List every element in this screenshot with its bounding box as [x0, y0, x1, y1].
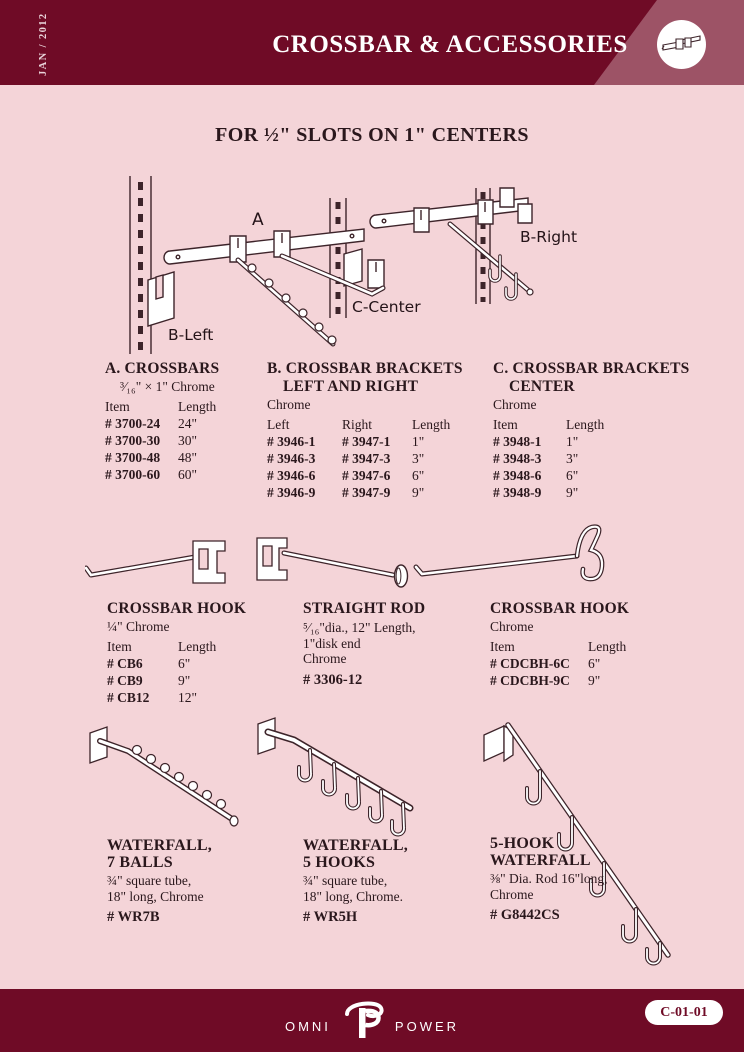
product-desc: ¾" square tube,	[107, 873, 192, 888]
item-number: # 3948-3	[493, 451, 542, 466]
item-length: 3"	[412, 451, 425, 466]
item-number: # 3946-9	[267, 485, 316, 500]
item-number: # 3947-3	[342, 451, 391, 466]
item-length: 60"	[178, 467, 198, 482]
diagram-label-b-left: B-Left	[168, 326, 214, 344]
section-waterfall-5-hooks	[303, 838, 483, 926]
diagram-label-c-center: C-Center	[352, 298, 421, 316]
table-row	[267, 467, 497, 484]
col-header-length: Length	[588, 639, 627, 654]
product-desc: ⅜" Dia. Rod 16"long,	[490, 871, 608, 886]
item-number: # CDCBH-6C	[490, 656, 570, 671]
item-number: # 3700-48	[105, 450, 161, 465]
item-number: # 3948-9	[493, 485, 542, 500]
section-brackets-center	[493, 360, 713, 501]
section-title: WATERFALL,	[303, 837, 408, 854]
omni-power-p-icon	[339, 999, 387, 1041]
col-header-right: Right	[342, 417, 373, 432]
diagram-label-a: A	[252, 210, 264, 230]
item-length: 3"	[566, 451, 579, 466]
item-length: 9"	[588, 673, 601, 688]
item-length: 30"	[178, 433, 198, 448]
product-desc: 18" long, Chrome	[107, 888, 204, 904]
item-length: 48"	[178, 450, 198, 465]
item-number: # CB9	[107, 673, 143, 688]
section-spec: ³⁄₁₆" × 1" Chrome	[120, 379, 215, 394]
item-number: # 3948-1	[493, 434, 542, 449]
cdcb-hook-table	[490, 638, 690, 689]
col-header-item: Item	[490, 639, 515, 654]
item-number: # CB6	[107, 656, 143, 671]
section-finish: Chrome	[267, 397, 311, 412]
masthead	[0, 0, 744, 85]
section-brackets-left-right	[267, 360, 497, 501]
col-header-length: Length	[178, 399, 217, 414]
item-number: # 3306-12	[303, 671, 363, 688]
section-5-hook-waterfall	[490, 836, 680, 924]
col-header-item: Item	[107, 639, 132, 654]
item-number: # G8442CS	[490, 907, 560, 923]
diagram-label-b-right: B-Right	[520, 228, 578, 246]
item-number: # 3946-3	[267, 451, 316, 466]
product-desc: 1"disk end	[303, 635, 361, 651]
straight-rod-art	[250, 535, 425, 600]
item-length: 6"	[566, 468, 579, 483]
product-desc: Chrome	[303, 651, 347, 666]
section-title-line2: WATERFALL	[490, 851, 591, 869]
item-number: # WR5H	[303, 909, 358, 925]
item-length: 12"	[178, 690, 198, 705]
crossbar-icon	[661, 33, 702, 55]
page-title: CROSSBAR & ACCESSORIES	[272, 31, 628, 58]
section-title: B. CROSSBAR BRACKETS	[267, 360, 463, 377]
item-number: # WR7B	[107, 909, 160, 925]
item-length: 9"	[412, 485, 425, 500]
page-code-badge: C-01-01	[645, 1000, 723, 1025]
product-desc: ⁵⁄₁₆"dia., 12" Length,	[303, 620, 416, 635]
item-number: # 3700-24	[105, 416, 161, 431]
section-title: STRAIGHT ROD	[303, 600, 426, 617]
table-row	[107, 689, 277, 706]
table-row	[267, 433, 497, 450]
table-row	[107, 672, 277, 689]
product-desc: Chrome	[490, 886, 534, 902]
section-subtitle: FOR ½" SLOTS ON 1" CENTERS	[215, 124, 529, 146]
table-row	[490, 672, 690, 689]
section-title: CROSSBAR HOOK	[107, 600, 247, 617]
table-row	[105, 415, 275, 432]
section-title: 5-HOOK	[490, 835, 555, 852]
section-title: WATERFALL,	[107, 837, 212, 854]
section-cdcb-hook	[490, 600, 690, 689]
crossbars-table	[105, 398, 275, 483]
brand-logo	[0, 995, 744, 1041]
table-header-row	[107, 638, 277, 655]
section-title: CROSSBAR HOOK	[490, 600, 630, 617]
col-header-length: Length	[412, 417, 451, 432]
table-row	[107, 655, 277, 672]
table-row	[493, 450, 713, 467]
table-header-row	[267, 416, 497, 433]
section-crossbars	[105, 360, 275, 483]
item-length: 6"	[588, 656, 601, 671]
section-title-line2: LEFT AND RIGHT	[283, 378, 419, 395]
item-number: # 3947-9	[342, 485, 391, 500]
section-title-line2: 7 BALLS	[107, 853, 173, 871]
brackets-lr-table	[267, 416, 497, 501]
col-header-length: Length	[566, 417, 605, 432]
section-straight-rod	[303, 600, 478, 689]
table-row	[105, 466, 275, 483]
item-length: 1"	[412, 434, 425, 449]
item-number: # 3948-6	[493, 468, 542, 483]
brand-omni: OMNI	[284, 1019, 331, 1034]
brand-power: POWER	[394, 1019, 460, 1034]
table-row	[493, 467, 713, 484]
crossbar-hook-chrome-art	[413, 523, 625, 600]
item-number: # CDCBH-9C	[490, 673, 570, 688]
section-title: A. CROSSBARS	[105, 360, 220, 377]
table-row	[105, 449, 275, 466]
table-row	[493, 433, 713, 450]
section-finish: Chrome	[493, 397, 537, 412]
brackets-center-table	[493, 416, 713, 501]
table-row	[105, 432, 275, 449]
item-number: # 3946-6	[267, 468, 316, 483]
section-finish: ¼" Chrome	[107, 619, 170, 634]
section-title: C. CROSSBAR BRACKETS	[493, 360, 690, 377]
product-desc: 18" long, Chrome.	[303, 888, 404, 904]
item-number: # 3946-1	[267, 434, 316, 449]
waterfall-5-hooks-art	[250, 708, 428, 842]
table-row	[267, 450, 497, 467]
table-row	[490, 655, 690, 672]
table-header-row	[105, 398, 275, 415]
table-row	[267, 484, 497, 501]
item-number: # 3700-60	[105, 467, 161, 482]
item-length: 24"	[178, 416, 198, 431]
section-finish: Chrome	[490, 619, 534, 634]
table-row	[493, 484, 713, 501]
crossbar-hook-art	[85, 535, 250, 600]
item-length: 1"	[566, 434, 579, 449]
section-title-line2: 5 HOOKS	[303, 853, 376, 871]
item-number: # 3947-1	[342, 434, 391, 449]
item-number: # 3947-6	[342, 468, 391, 483]
cb-hook-table	[107, 638, 277, 706]
table-header-row	[493, 416, 713, 433]
item-number: # CB12	[107, 690, 150, 705]
item-length: 9"	[178, 673, 191, 688]
item-number: # 3700-30	[105, 433, 161, 448]
waterfall-7-balls-art	[80, 715, 252, 837]
item-length: 6"	[412, 468, 425, 483]
col-header-length: Length	[178, 639, 217, 654]
section-waterfall-7-balls	[107, 838, 287, 926]
item-length: 6"	[178, 656, 191, 671]
col-header-item: Item	[493, 417, 518, 432]
section-cb-hook	[107, 600, 277, 706]
edition-date: JAN / 2012	[38, 12, 49, 76]
col-header-item: Item	[105, 399, 130, 414]
col-header-left: Left	[267, 417, 290, 432]
item-length: 9"	[566, 485, 579, 500]
product-desc: ¾" square tube,	[303, 873, 388, 888]
table-header-row	[490, 638, 690, 655]
crossbar-logo-circle	[657, 20, 706, 69]
section-title-line2: CENTER	[509, 378, 575, 395]
